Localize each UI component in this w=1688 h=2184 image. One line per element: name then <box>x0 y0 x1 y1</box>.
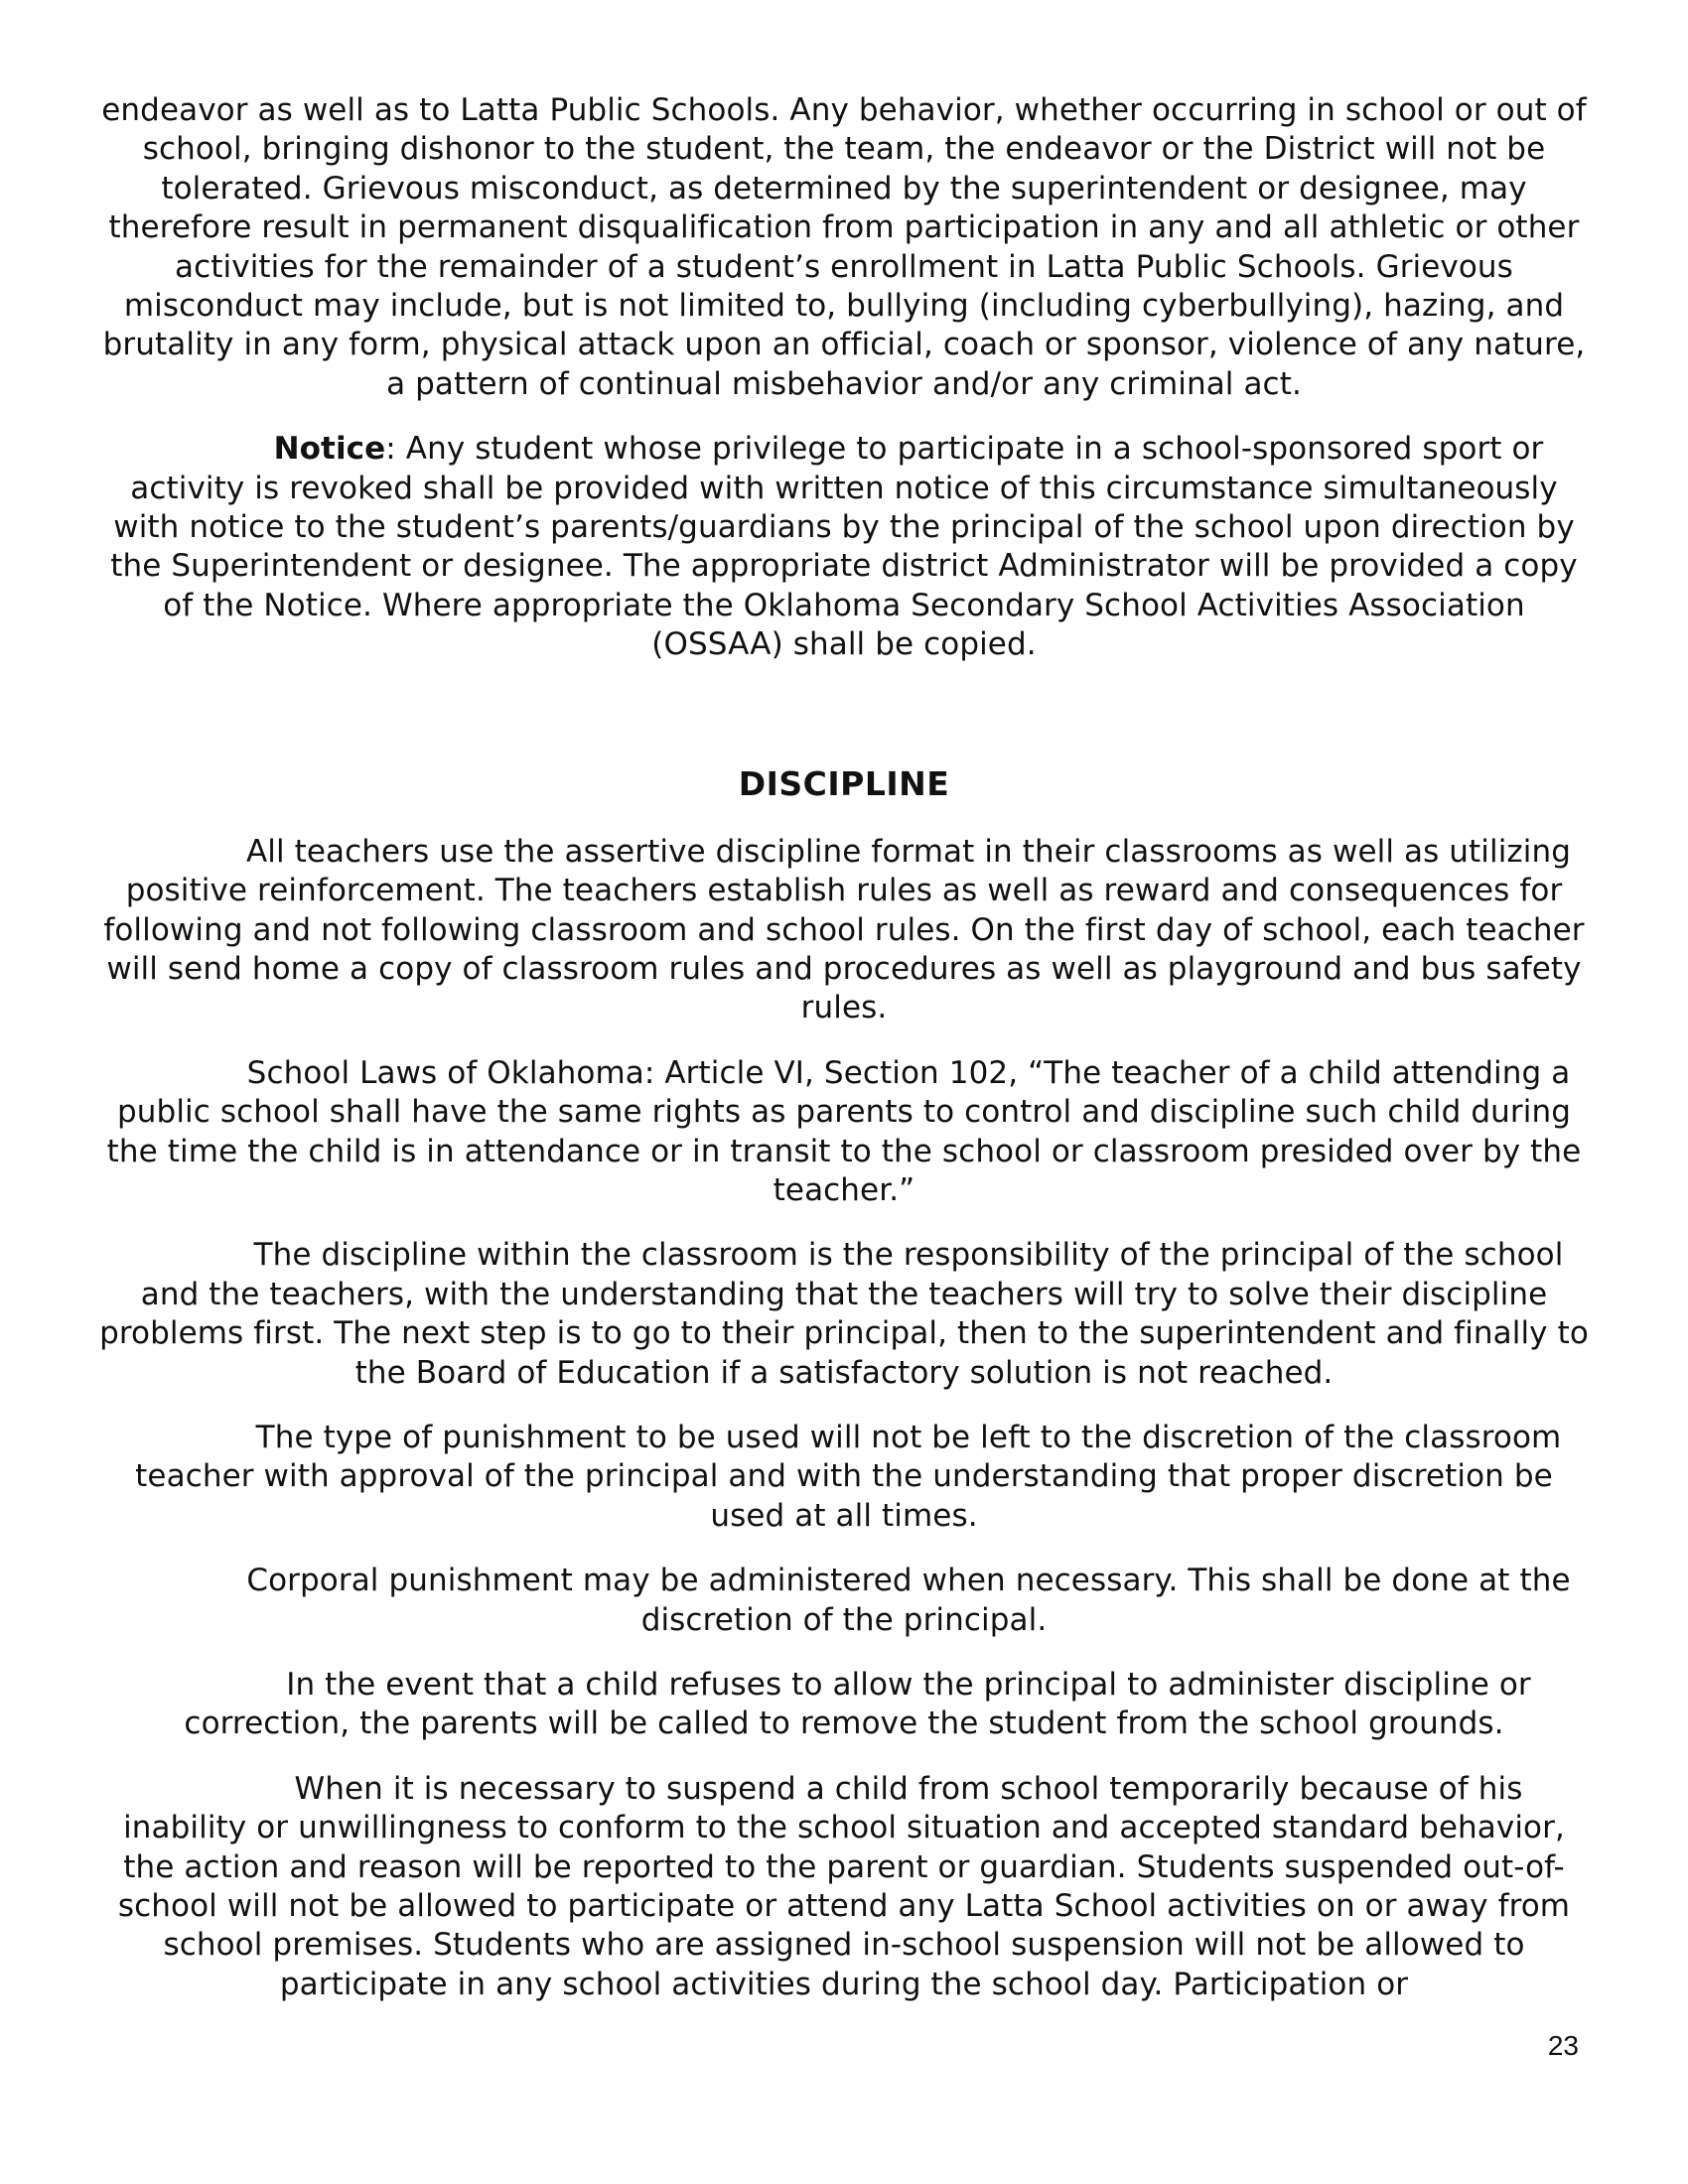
document-page <box>99 91 1589 2030</box>
paragraph-corporal-punishment: Corporal punishment may be administered when necessary. This shall be done at the discretion of the principal. <box>246 1563 1571 1638</box>
paragraph-school-laws: School Laws of Oklahoma: Article VI, Section 102, “The teacher of a child attending a public school shall have the same rights as parents to control and discipline such child during the time the child is in attendance or in transit to the school or classroom presided over by the teacher.” <box>106 1054 1582 1208</box>
paragraph-notice <box>99 430 1589 664</box>
paragraph-conduct: endeavor as well as to Latta Public Schools. Any behavior, whether occurring in school or out of school, bringing dishonor to the student, the team, the endeavor or the District will not be tolerated. Grievous misconduct, as determined by the superintendent or designee, may therefore result in permanent disqualification from participation in any and all athletic or other activities for the remainder of a student’s enrollment in Latta Public Schools. Grievous misconduct may include, but is not limited to, bullying (including cyberbullying), hazing, and brutality in any form, physical attack upon an official, coach or sponsor, violence of any nature, a pattern of continual misbehavior and/or any criminal act. <box>101 92 1587 402</box>
paragraph-punishment-type: The type of punishment to be used will not be left to the discretion of the classroom teacher with approval of the principal and with the understanding that proper discretion be used at all times. <box>135 1419 1562 1534</box>
notice-label: Notice <box>273 431 386 468</box>
page-number: 23 <box>1547 2030 1579 2061</box>
paragraph-classroom-responsibility: The discipline within the classroom is the responsibility of the principal of the school and the teachers, with the understanding that the teachers will try to solve their discipline problems first. The next step is to go to their principal, then to the superintendent and finally to the Board of Education if a satisfactory solution is not reached. <box>99 1237 1589 1391</box>
paragraph-refusal: In the event that a child refuses to allow the principal to administer discipline or correction, the parents will be called to remove the student from the school grounds. <box>184 1667 1531 1742</box>
section-heading-discipline: DISCIPLINE <box>738 763 950 803</box>
paragraph-suspension: When it is necessary to suspend a child from school temporarily because of his inability or unwillingness to conform to the school situation and accepted standard behavior, the action and reason will be reported to the parent or guardian. Students suspended out-of-school will not be allowed to participate or attend any Latta School activities on or away from school premises. Students who are assigned in-school suspension will not be allowed to participate in any school activities during the school day. Participation or <box>117 1770 1571 2002</box>
notice-text: : Any student whose privilege to participate in a school-sponsored sport or activity is revoked shall be provided with written notice of this circumstance simultaneously with notice to the student’s parents/guardians by the principal of the school upon direction by the Superintendent or designee. The appropriate district Administrator will be provided a copy of the Notice. Where appropriate the Oklahoma Secondary School Activities Association (OSSAA) shall be copied. <box>110 431 1578 663</box>
paragraph-discipline-format: All teachers use the assertive discipline format in their classrooms as well as utilizing positive reinforcement. The teachers establish rules as well as reward and consequences for following and not following classroom and school rules. On the first day of school, each teacher will send home a copy of classroom rules and procedures as well as playground and bus safety rules. <box>103 833 1585 1026</box>
